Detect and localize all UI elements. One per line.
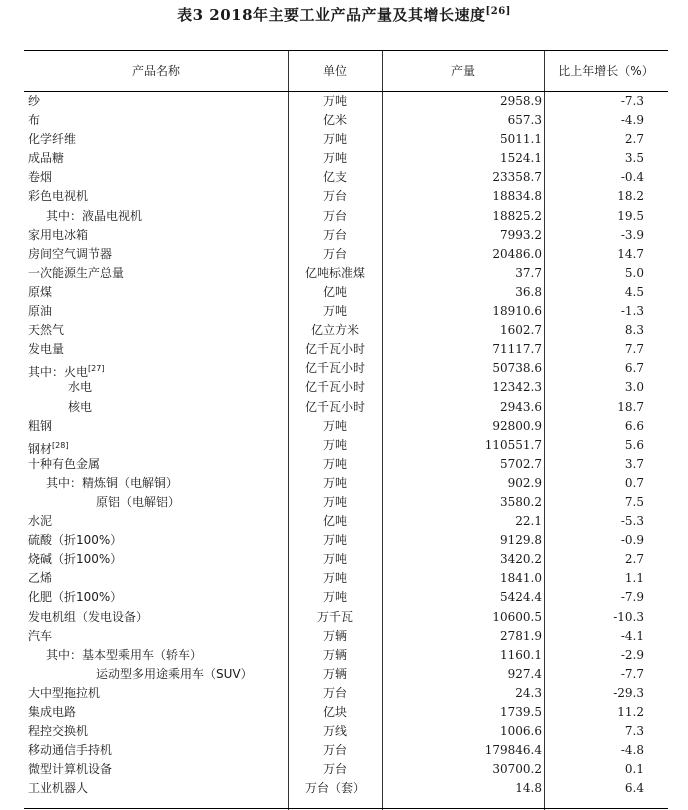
unit-cell: 亿千瓦小时 [304, 399, 365, 414]
product-name: 烧碱（折100%） [28, 552, 123, 567]
product-name-cell [28, 111, 40, 130]
growth-cell: 7.5 [624, 494, 644, 509]
table-body [24, 92, 668, 798]
table-row [24, 436, 668, 455]
unit-cell: 亿吨 [322, 514, 347, 529]
product-name: 布 [28, 113, 41, 128]
table-header [24, 50, 668, 92]
unit-cell: 万辆 [322, 628, 347, 643]
growth-cell: 11.2 [617, 705, 644, 719]
product-name-cell [28, 340, 64, 359]
table-row [24, 321, 668, 340]
growth-cell: 6.6 [624, 418, 644, 433]
table-row [24, 302, 668, 321]
table-row [24, 627, 668, 646]
unit-cell: 亿支 [322, 170, 347, 185]
product-name-cell [28, 417, 52, 436]
table-row [24, 207, 668, 226]
growth-cell: 7.3 [624, 724, 644, 739]
growth-cell: 5.6 [624, 437, 644, 452]
table-row [24, 550, 668, 569]
output-cell: 24.3 [515, 685, 542, 700]
product-name-cell [28, 760, 112, 779]
output-cell: 657.3 [507, 113, 542, 128]
product-name: 房间空气调节器 [28, 246, 113, 261]
output-cell: 2943.6 [500, 399, 542, 414]
unit-cell: 万台 [322, 685, 347, 700]
product-name-cell [28, 207, 142, 226]
product-name: 粗钢 [28, 418, 53, 433]
product-name-cell [28, 627, 52, 646]
unit-cell: 万辆 [322, 666, 347, 681]
table-row [24, 398, 668, 417]
unit-cell: 万线 [322, 724, 347, 739]
table-row [24, 703, 668, 722]
product-name: 水泥 [28, 514, 53, 529]
table-row [24, 779, 668, 798]
output-cell: 30700.2 [492, 762, 542, 777]
table-row [24, 359, 668, 378]
growth-cell: -1.3 [620, 304, 644, 319]
unit-cell: 万千瓦 [316, 609, 353, 624]
product-name-cell [28, 264, 124, 283]
unit-cell: 万吨 [322, 437, 347, 452]
unit-cell: 万吨 [322, 456, 347, 471]
unit-cell: 万辆 [322, 647, 347, 662]
product-name: 十种有色金属 [28, 456, 101, 471]
product-name: 化学纤维 [28, 132, 77, 147]
product-name: 水电 [68, 380, 93, 395]
header-growth: 比上年增长（%） [558, 64, 654, 78]
product-name-cell [28, 646, 202, 665]
growth-cell: 4.5 [624, 284, 644, 299]
product-name-cell [28, 474, 178, 493]
output-cell: 36.8 [515, 284, 542, 299]
output-cell: 2958.9 [500, 94, 542, 108]
header-output: 产量 [450, 64, 475, 78]
growth-cell: 8.3 [624, 323, 644, 338]
growth-cell: -7.9 [620, 590, 644, 605]
product-name-cell [28, 684, 100, 703]
product-name: 家用电冰箱 [28, 227, 89, 242]
table-row [24, 283, 668, 302]
output-cell: 5702.7 [500, 456, 542, 471]
table-bottom-rule [24, 808, 668, 809]
table-row [24, 531, 668, 550]
output-cell: 92800.9 [492, 418, 542, 433]
table-row [24, 608, 668, 627]
unit-cell: 万台 [322, 189, 347, 204]
unit-cell: 万台（套） [304, 781, 365, 796]
growth-cell: 3.5 [624, 151, 644, 166]
growth-cell: 18.2 [617, 189, 644, 204]
output-cell: 37.7 [515, 265, 542, 280]
product-name: 原煤 [28, 284, 53, 299]
product-name: 程控交换机 [28, 724, 89, 739]
unit-cell: 万吨 [322, 151, 347, 166]
product-name: 原铝（电解铝） [96, 494, 181, 509]
table-row [24, 111, 668, 130]
output-cell: 7993.2 [500, 227, 542, 242]
product-name: 其中：液晶电视机 [46, 208, 143, 223]
table-title [0, 4, 688, 25]
growth-cell: -0.4 [620, 170, 644, 185]
product-name-cell [28, 130, 76, 149]
table-row [24, 455, 668, 474]
product-name: 硫酸（折100%） [28, 533, 123, 548]
output-cell: 5011.1 [500, 132, 542, 147]
unit-cell: 亿吨 [322, 284, 347, 299]
product-name: 天然气 [28, 323, 65, 338]
table-row [24, 92, 668, 111]
output-cell: 1524.1 [500, 151, 542, 166]
table-row [24, 245, 668, 264]
table-row [24, 722, 668, 741]
table-row [24, 493, 668, 512]
product-name: 其中：精炼铜（电解铜） [46, 475, 179, 490]
product-name-cell [28, 187, 88, 206]
table-row [24, 474, 668, 493]
growth-cell: -4.8 [620, 743, 644, 758]
product-name: 集成电路 [28, 705, 77, 719]
product-name-cell [28, 436, 68, 455]
growth-cell: 6.7 [624, 361, 644, 376]
product-name: 其中：火电 [28, 365, 89, 380]
growth-cell: 14.7 [617, 246, 644, 261]
unit-cell: 万吨 [322, 590, 347, 605]
growth-cell: 3.7 [624, 456, 644, 471]
product-name: 钢材 [28, 441, 53, 456]
product-name-cell [28, 283, 52, 302]
product-name: 原油 [28, 304, 53, 319]
output-cell: 1160.1 [500, 647, 542, 662]
table-row [24, 340, 668, 359]
product-name-cell [28, 722, 88, 741]
table-row [24, 149, 668, 168]
table-row [24, 378, 668, 397]
table-title-footnote: [26] [485, 6, 511, 17]
table-row [24, 264, 668, 283]
product-name-cell [28, 92, 40, 111]
output-cell: 50738.6 [492, 361, 542, 376]
unit-cell: 亿千瓦小时 [304, 361, 365, 376]
product-name-cell [28, 359, 104, 378]
product-name-cell [28, 531, 122, 550]
growth-cell: -7.7 [620, 666, 644, 681]
product-name: 卷烟 [28, 170, 53, 185]
unit-cell: 万吨 [322, 533, 347, 548]
growth-cell: 7.7 [624, 342, 644, 357]
growth-cell: -0.9 [620, 533, 644, 548]
header-unit: 单位 [322, 64, 347, 78]
product-name: 纱 [28, 94, 41, 108]
unit-cell: 万吨 [322, 94, 347, 108]
product-name: 移动通信手持机 [28, 743, 113, 758]
growth-cell: 3.0 [624, 380, 644, 395]
product-name: 一次能源生产总量 [28, 265, 125, 280]
unit-cell: 亿千瓦小时 [304, 342, 365, 357]
header-product-name: 产品名称 [131, 64, 180, 78]
table-row [24, 569, 668, 588]
product-name-cell [28, 741, 112, 760]
output-cell: 1006.6 [500, 724, 542, 739]
unit-cell: 万台 [322, 208, 347, 223]
product-name-cell [28, 378, 92, 397]
product-name-cell [28, 245, 112, 264]
unit-cell: 万台 [322, 762, 347, 777]
product-name-cell [28, 779, 88, 798]
table-row [24, 684, 668, 703]
product-name-cell [28, 665, 253, 684]
unit-cell: 万台 [322, 246, 347, 261]
table-row [24, 130, 668, 149]
product-name-cell [28, 493, 180, 512]
growth-cell: 6.4 [624, 781, 644, 796]
output-cell: 18825.2 [492, 208, 542, 223]
product-name-cell [28, 512, 52, 531]
production-table [24, 50, 668, 798]
product-name: 其中：基本型乘用车（轿车） [46, 647, 203, 662]
output-cell: 927.4 [507, 666, 542, 681]
product-name-cell [28, 398, 92, 417]
product-name-cell [28, 321, 64, 340]
output-cell: 3580.2 [500, 494, 542, 509]
unit-cell: 亿块 [322, 705, 347, 719]
unit-cell: 万吨 [322, 552, 347, 567]
product-name: 核电 [68, 399, 93, 414]
growth-cell: 2.7 [624, 552, 644, 567]
output-cell: 22.1 [515, 514, 542, 529]
product-name: 彩色电视机 [28, 189, 89, 204]
output-cell: 20486.0 [492, 246, 542, 261]
table-row [24, 760, 668, 779]
product-name-cell [28, 149, 64, 168]
product-name-cell [28, 226, 88, 245]
output-cell: 10600.5 [492, 609, 542, 624]
product-name-cell [28, 168, 52, 187]
output-cell: 5424.4 [500, 590, 542, 605]
output-cell: 1739.5 [500, 705, 542, 719]
output-cell: 902.9 [507, 475, 542, 490]
table-row [24, 187, 668, 206]
output-cell: 9129.8 [500, 533, 542, 548]
growth-cell: 0.7 [624, 475, 644, 490]
growth-cell: -10.3 [613, 609, 644, 624]
growth-cell: 18.7 [617, 399, 644, 414]
table-row [24, 512, 668, 531]
growth-cell: -3.9 [620, 227, 644, 242]
growth-cell: -4.9 [620, 113, 644, 128]
table-row [24, 226, 668, 245]
unit-cell: 万台 [322, 227, 347, 242]
output-cell: 14.8 [515, 781, 542, 796]
output-cell: 12342.3 [492, 380, 542, 395]
unit-cell: 万吨 [322, 132, 347, 147]
footnote-ref: [27] [88, 364, 105, 374]
growth-cell: 0.1 [624, 762, 644, 777]
unit-cell: 亿立方米 [310, 323, 359, 338]
table-row [24, 417, 668, 436]
table-row [24, 665, 668, 684]
product-name: 微型计算机设备 [28, 762, 113, 777]
output-cell: 2781.9 [500, 628, 542, 643]
growth-cell: -29.3 [613, 685, 644, 700]
output-cell: 18910.6 [492, 304, 542, 319]
product-name: 汽车 [28, 628, 53, 643]
output-cell: 71117.7 [492, 342, 542, 357]
growth-cell: 1.1 [624, 571, 644, 586]
output-cell: 1841.0 [500, 571, 542, 586]
unit-cell: 万吨 [322, 304, 347, 319]
output-cell: 179846.4 [484, 743, 542, 758]
output-cell: 18834.8 [492, 189, 542, 204]
output-cell: 23358.7 [492, 170, 542, 185]
product-name: 大中型拖拉机 [28, 685, 101, 700]
table-title-text: 表3 2018年主要工业产品产量及其增长速度 [177, 6, 486, 24]
footnote-ref: [28] [52, 440, 69, 450]
unit-cell: 亿千瓦小时 [304, 380, 365, 395]
product-name: 发电量 [28, 342, 65, 357]
output-cell: 3420.2 [500, 552, 542, 567]
output-cell: 110551.7 [484, 437, 542, 452]
product-name-cell [28, 703, 76, 722]
unit-cell: 万吨 [322, 571, 347, 586]
growth-cell: -5.3 [620, 514, 644, 529]
product-name: 成品糖 [28, 151, 65, 166]
product-name: 发电机组（发电设备） [28, 609, 149, 624]
growth-cell: 5.0 [624, 265, 644, 280]
product-name: 化肥（折100%） [28, 590, 123, 605]
product-name-cell [28, 608, 148, 627]
product-name: 工业机器人 [28, 781, 89, 796]
product-name-cell [28, 455, 100, 474]
table-row [24, 741, 668, 760]
unit-cell: 亿米 [322, 113, 347, 128]
product-name-cell [28, 550, 122, 569]
output-cell: 1602.7 [500, 323, 542, 338]
unit-cell: 万吨 [322, 494, 347, 509]
growth-cell: -2.9 [620, 647, 644, 662]
product-name-cell [28, 302, 52, 321]
growth-cell: 19.5 [617, 208, 644, 223]
product-name-cell [28, 588, 122, 607]
unit-cell: 万吨 [322, 418, 347, 433]
growth-cell: 2.7 [624, 132, 644, 147]
growth-cell: -7.3 [620, 94, 644, 108]
table-row [24, 646, 668, 665]
unit-cell: 万台 [322, 743, 347, 758]
product-name: 乙烯 [28, 571, 53, 586]
unit-cell: 亿吨标准煤 [304, 265, 365, 280]
unit-cell: 万吨 [322, 475, 347, 490]
growth-cell: -4.1 [620, 628, 644, 643]
table-row [24, 168, 668, 187]
table-row [24, 588, 668, 607]
product-name-cell [28, 569, 52, 588]
product-name: 运动型多用途乘用车（SUV） [96, 666, 253, 681]
